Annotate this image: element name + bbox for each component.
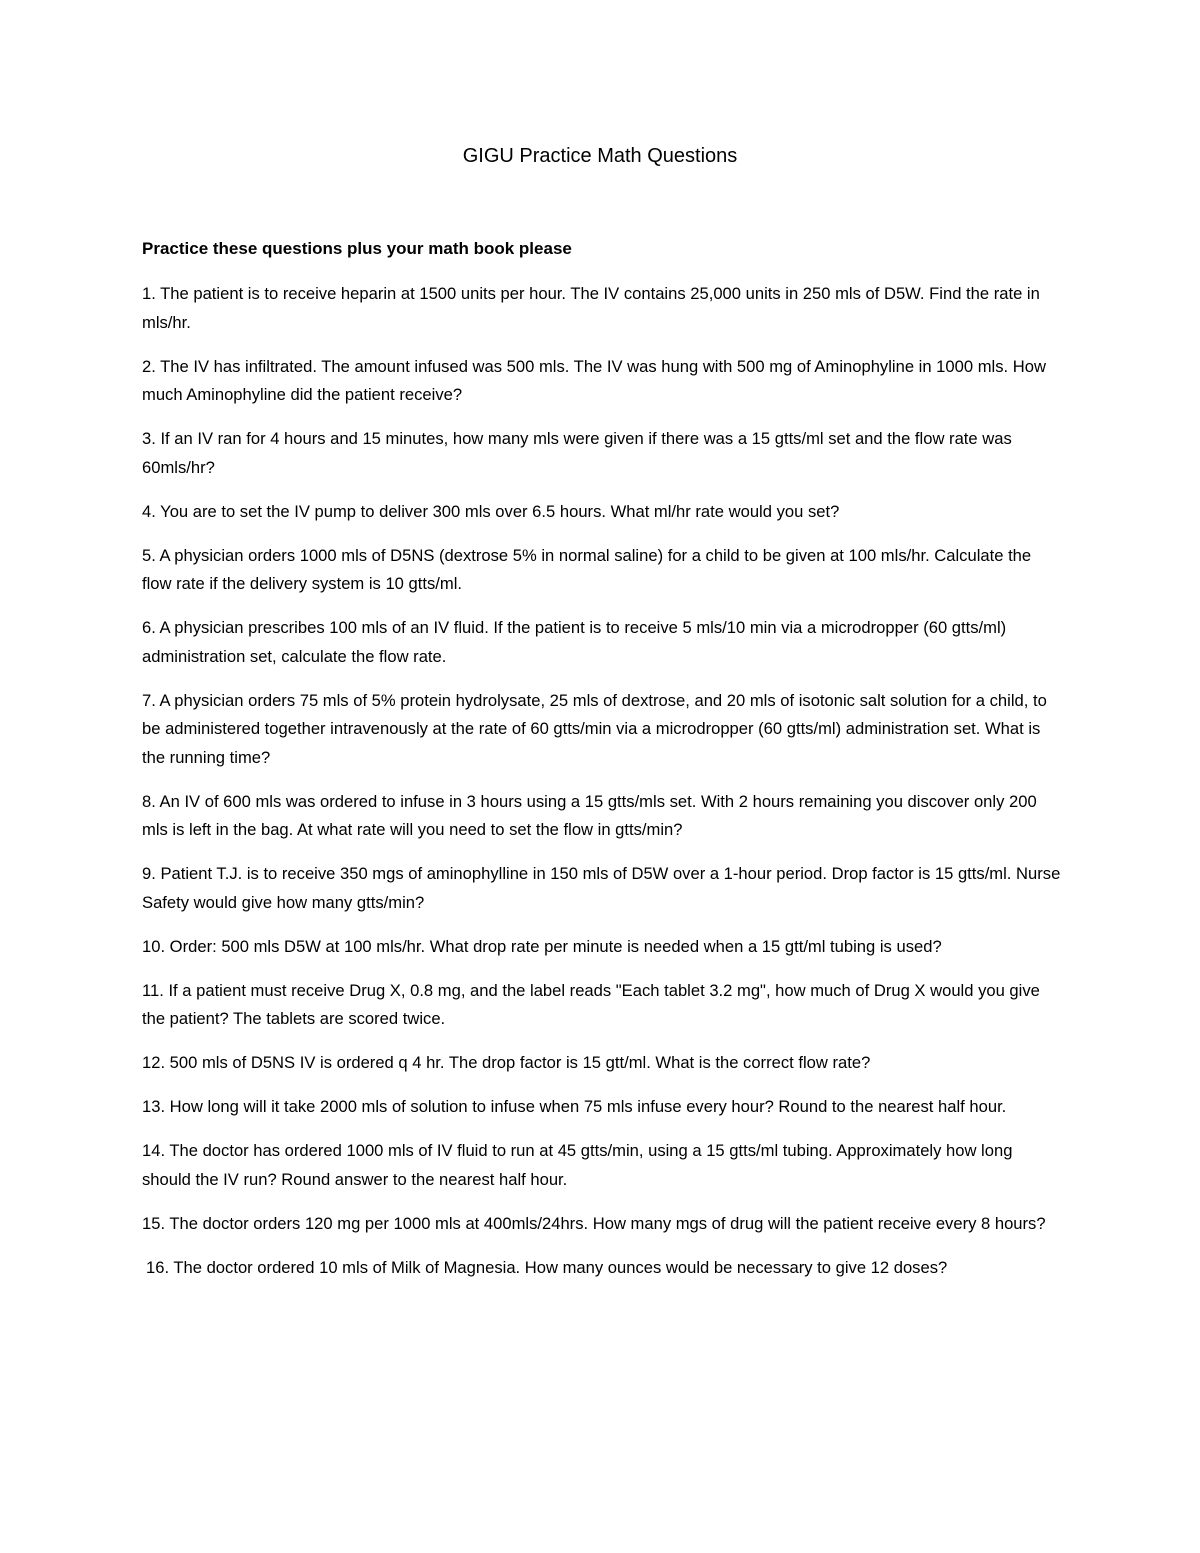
- question-10: 10. Order: 500 mls D5W at 100 mls/hr. What drop rate per minute is needed when a 15 gtt/ml tubing is used?: [142, 936, 942, 956]
- question-16: 16. The doctor ordered 10 mls of Milk of Magnesia. How many ounces would be necessary to give 12 doses?: [146, 1257, 948, 1277]
- question-13: 13. How long will it take 2000 mls of solution to infuse when 75 mls infuse every hour? Round to the nearest half hour.: [142, 1097, 1007, 1116]
- question-2: 2. The IV has infiltrated. The amount infused was 500 mls. The IV was hung with 500 mg of Aminophyline in 1000 mls. How much Aminophyline did the patient receive?: [142, 356, 1046, 404]
- page-title: GIGU Practice Math Questions: [462, 145, 738, 167]
- question-3: 3. If an IV ran for 4 hours and 15 minutes, how many mls were given if there was a 15 gtts/ml set and the flow rate was 60mls/hr?: [142, 429, 1012, 477]
- question-5: 5. A physician orders 1000 mls of D5NS (dextrose 5% in normal saline) for a child to be given at 100 mls/hr. Calculate the flow rate if the delivery system is 10 gtts/ml.: [142, 545, 1032, 593]
- question-11: 11. If a patient must receive Drug X, 0.8 mg, and the label reads "Each tablet 3.2 mg", how much of Drug X would you give the patient? The tablets are scored twice.: [142, 980, 1040, 1028]
- instructions-heading: Practice these questions plus your math book please: [142, 239, 572, 258]
- question-1: 1. The patient is to receive heparin at 1500 units per hour. The IV contains 25,000 units in 250 mls of D5W. Find the rate in mls/hr.: [142, 284, 1040, 332]
- question-14: 14. The doctor has ordered 1000 mls of IV fluid to run at 45 gtts/min, using a 15 gtts/ml tubing. Approximately how long should the IV run? Round answer to the nearest half hour.: [142, 1141, 1013, 1189]
- question-7: 7. A physician orders 75 mls of 5% protein hydrolysate, 25 mls of dextrose, and 20 mls of isotonic salt solution for a child, to be administered together intravenously at the rate of 60 gtts/min via a microdropper (60 gtts/ml) administration set. What is the running time?: [142, 690, 1047, 767]
- question-4: 4. You are to set the IV pump to deliver 300 mls over 6.5 hours. What ml/hr rate would you set?: [142, 501, 840, 521]
- question-list: [142, 280, 1062, 1298]
- question-9: 9. Patient T.J. is to receive 350 mgs of aminophylline in 150 mls of D5W over a 1-hour period. Drop factor is 15 gtts/ml. Nurse Safety would give how many gtts/min?: [142, 864, 1061, 912]
- question-12: 12. 500 mls of D5NS IV is ordered q 4 hr. The drop factor is 15 gtt/ml. What is the correct flow rate?: [142, 1053, 871, 1072]
- question-6: 6. A physician prescribes 100 mls of an IV fluid. If the patient is to receive 5 mls/10 min via a microdropper (60 gtts/ml) administration set, calculate the flow rate.: [142, 618, 1007, 666]
- question-15: 15. The doctor orders 120 mg per 1000 mls at 400mls/24hrs. How many mgs of drug will the patient receive every 8 hours?: [142, 1213, 1046, 1233]
- question-8: 8. An IV of 600 mls was ordered to infuse in 3 hours using a 15 gtts/mls set. With 2 hours remaining you discover only 200 mls is left in the bag. At what rate will you need to set the flow in gtts/min?: [142, 791, 1037, 839]
